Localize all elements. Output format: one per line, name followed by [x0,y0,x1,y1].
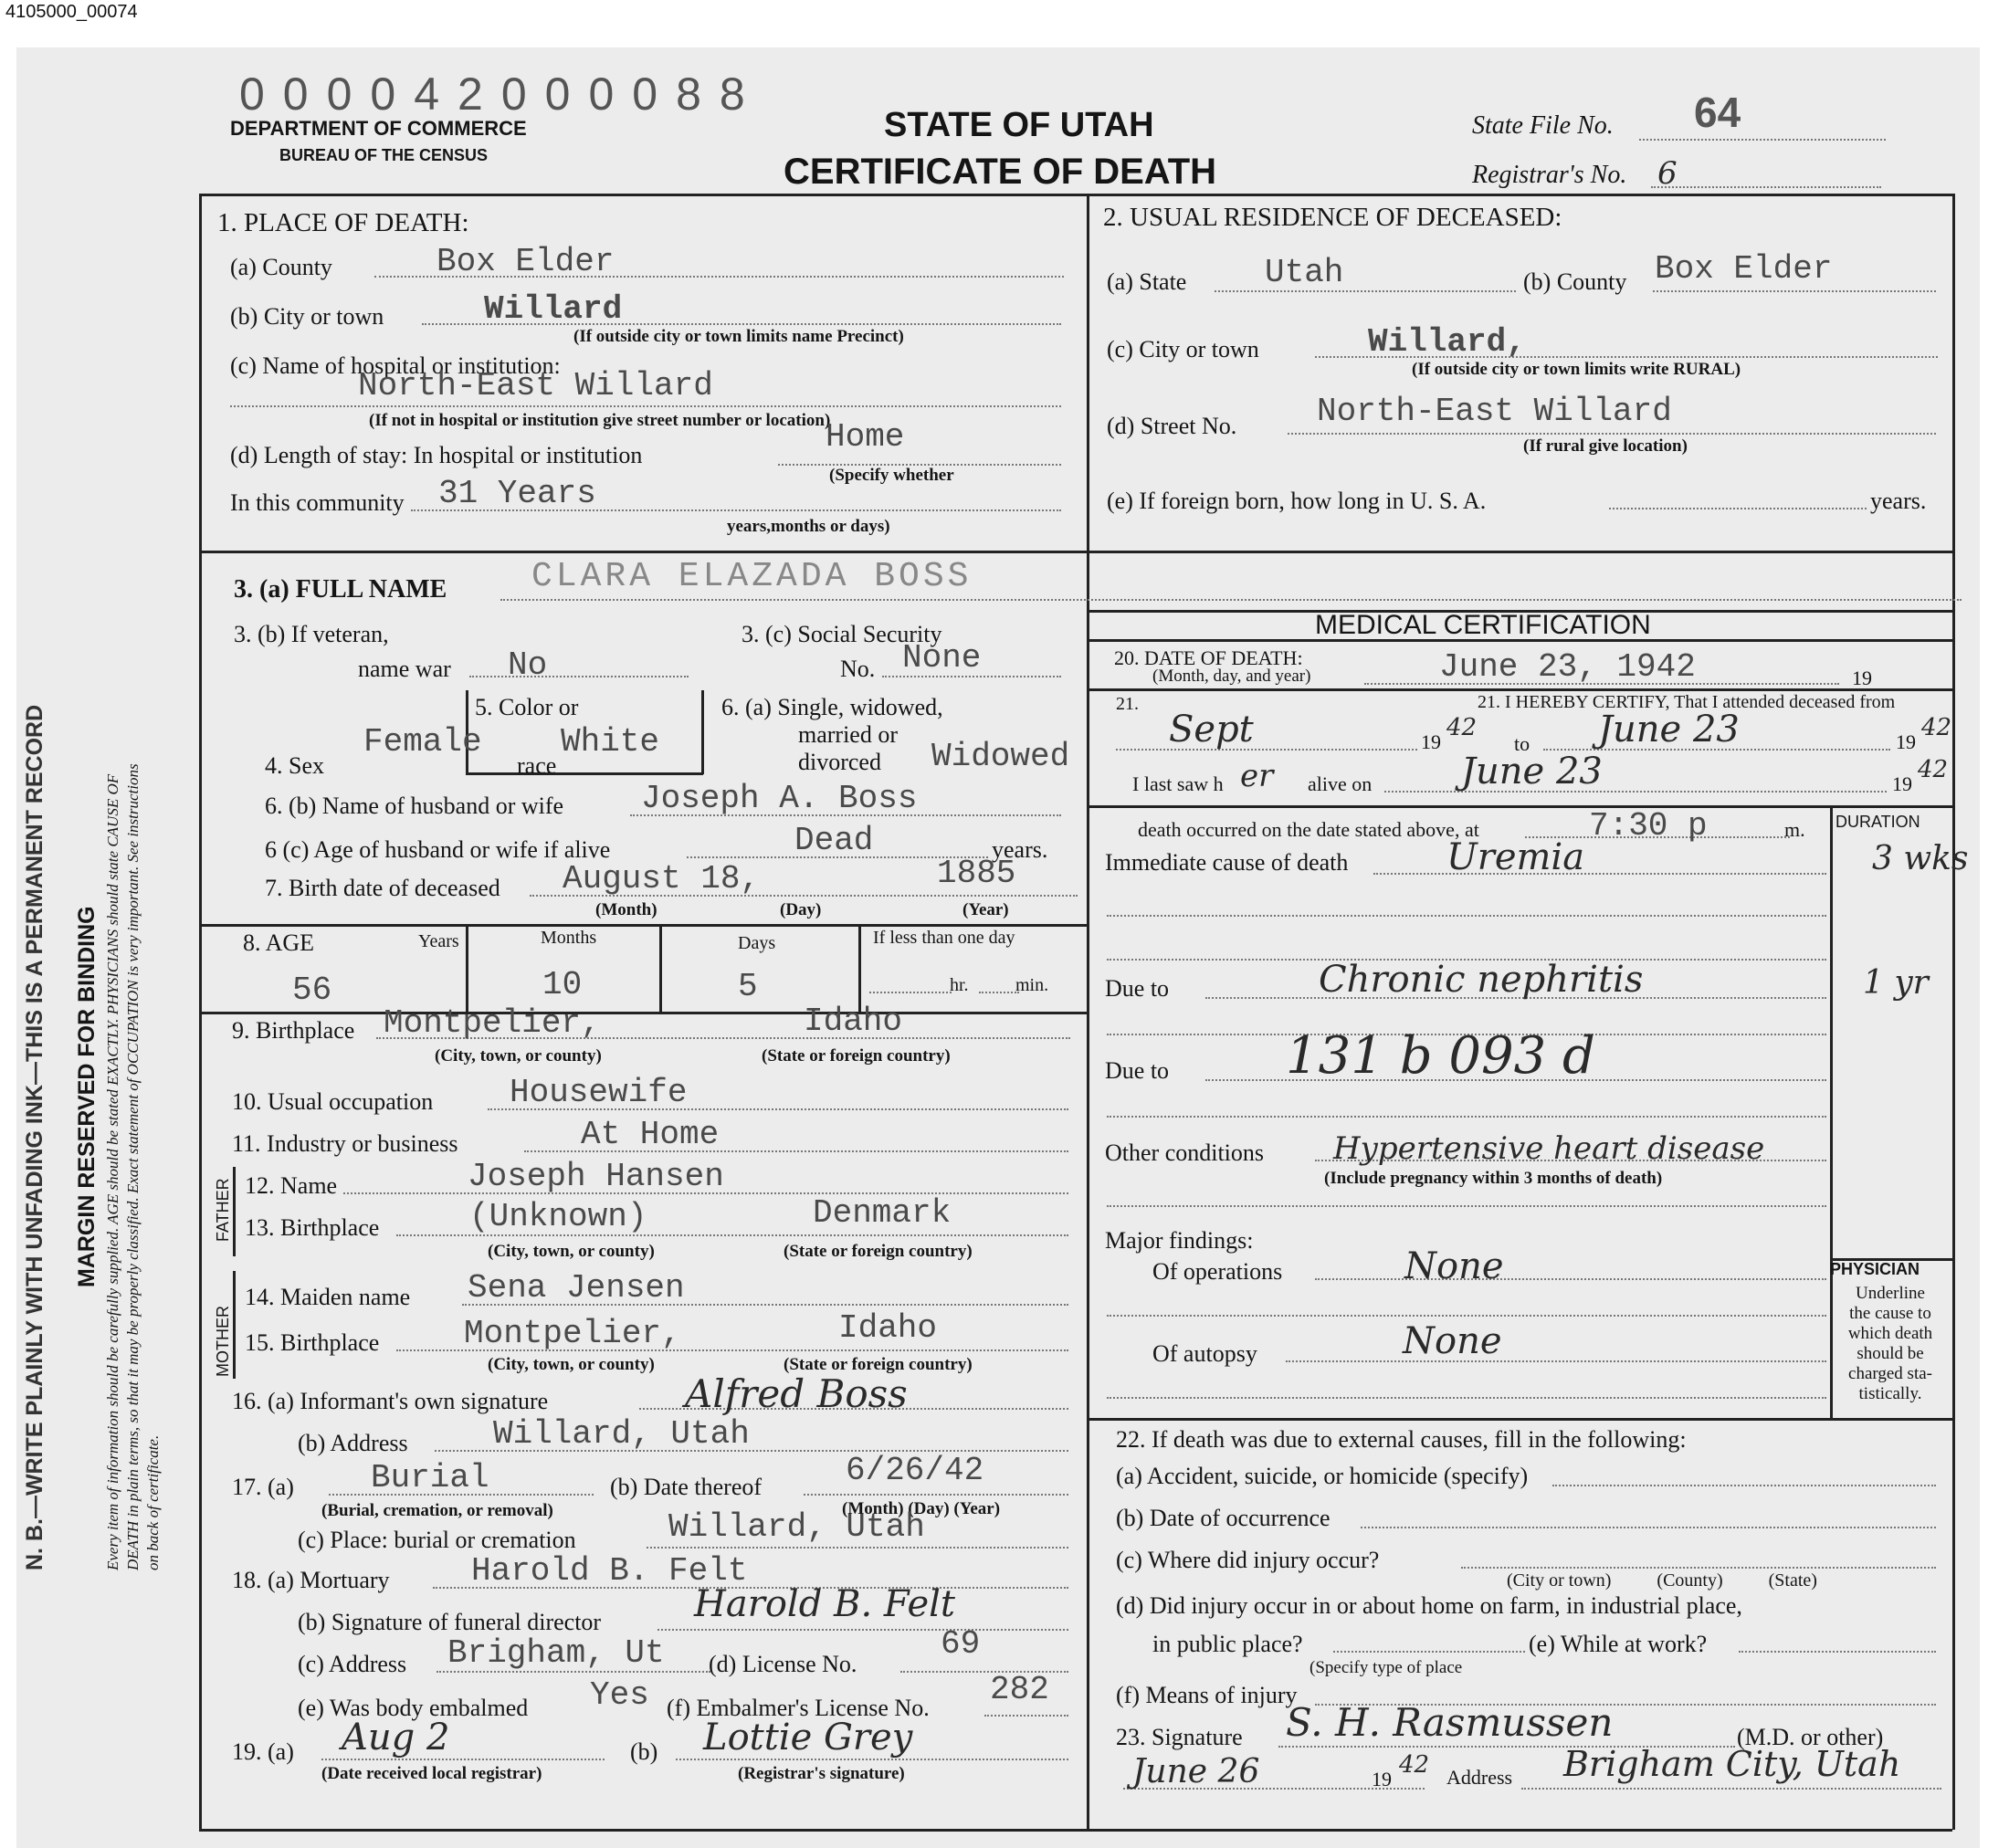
other-conditions-label: Other conditions [1105,1139,1265,1166]
attended-from-year: 42 [1446,714,1478,741]
margin-instructions [22,310,163,1570]
birthplace-state-note: (State or foreign country) [762,1046,951,1066]
age-hr-label: hr. [950,975,969,995]
other-conditions: Hypertensive heart disease [1333,1130,1765,1167]
birth-year-label: (Year) [962,900,1009,919]
margin-line-2: MARGIN RESERVED FOR BINDING [74,906,100,1287]
embalmer-license: 282 [990,1671,1049,1708]
mother-name-label: 14. Maiden name [245,1284,411,1310]
sex-label: 4. Sex [265,752,324,779]
occupation-label: 10. Usual occupation [232,1088,434,1115]
father-city-note: (City, town, or county) [488,1242,655,1261]
res-city: Willard, [1368,323,1526,361]
attended-to-year: 42 [1921,714,1952,741]
burial-label: 17. (a) [232,1474,294,1500]
registrar-sig-note: (Registrar's signature) [738,1764,905,1783]
death-city-label: (b) City or town [230,303,384,330]
state-file-label: State File No. [1472,111,1614,140]
ss-label-1: 3. (c) Social Security [742,621,942,647]
funeral-director-sig-label: (b) Signature of funeral director [298,1609,602,1635]
due-to-1: Chronic nephritis [1319,959,1644,1001]
physician-note-line: which death [1847,1324,1933,1343]
operations-label: Of operations [1152,1258,1283,1285]
hospital-note: (If not in hospital or institution give street number or location) [369,411,831,430]
last-saw-year-prefix: 19 [1892,772,1912,795]
race: White [561,723,660,761]
immediate-duration: 3 wks [1872,840,1969,877]
age-label: 8. AGE [243,929,314,956]
certify-label: 21. I HEREBY CERTIFY, That I attended deceased from [1478,692,1896,712]
community-label: In this community [230,489,405,516]
industry-label: 11. Industry or business [232,1130,458,1157]
certify-num: 21. [1116,694,1139,714]
res-state: Utah [1265,254,1344,291]
external-c-note: (City or town) (County) (State) [1507,1570,1817,1591]
due-to-2: 131 b 093 d [1286,1026,1595,1086]
physician-note-line: the cause to [1849,1304,1931,1323]
hospital-name: North-East Willard [358,367,713,404]
burial-date-note: (Month) (Day) (Year) [842,1499,1001,1518]
state-file-number: 64 [1694,89,1741,136]
death-city-note: (If outside city or town limits name Precinct) [573,327,904,346]
birth-month-day: August 18, [563,860,761,898]
death-date-label: 20. DATE OF DEATH: [1114,646,1303,669]
duration-heading: DURATION [1835,813,1920,831]
to-label: to [1514,732,1530,755]
physician-note-line: charged sta- [1848,1364,1932,1383]
res-street-note: (If rural give location) [1523,436,1688,456]
due-to-1-duration: 1 yr [1863,964,1929,1002]
color-label-1: 5. Color or [475,694,579,720]
birthplace-label: 9. Birthplace [232,1017,355,1044]
external-d-note: (Specify type of place [1310,1658,1463,1677]
external-e-label: (e) While at work? [1529,1631,1708,1657]
age-months-col: Months [541,928,597,948]
date-received-note: (Date received local registrar) [321,1764,542,1783]
last-saw-label: I last saw h [1132,772,1224,795]
external-heading: 22. If death was due to external causes, fill in the following: [1116,1426,1687,1453]
registrar-sig-label: (b) [630,1738,658,1765]
occupation: Housewife [510,1074,688,1111]
res-street-label: (d) Street No. [1107,413,1237,439]
physician-address: Brigham City, Utah [1563,1744,1901,1784]
physician-note [1830,1284,1951,1404]
autopsy: None [1403,1320,1502,1362]
signature-date: June 26 [1132,1753,1260,1790]
age-years-col: Years [418,931,459,951]
color-label-2: race [517,752,557,779]
license-label: (d) License No. [709,1651,857,1677]
immediate-cause-label: Immediate cause of death [1105,849,1349,876]
industry: At Home [581,1116,720,1153]
page-header-bar [0,0,2009,29]
mother-state-note: (State or foreign country) [784,1355,973,1374]
stay-note-2: years,months or days) [727,517,890,536]
external-d-label-1: (d) Did injury occur in or about home on farm, in industrial place, [1116,1592,1742,1619]
date-received: Aug 2 [342,1717,450,1759]
last-saw-year: 42 [1918,756,1949,783]
age-years: 56 [292,971,332,1009]
sex: Female [363,723,482,761]
marital-label-2: married or [798,721,899,748]
res-city-note: (If outside city or town limits write RURAL) [1412,360,1741,379]
embalmed-label: (e) Was body embalmed [298,1695,529,1721]
time-m-label: m. [1784,818,1805,841]
age-months: 10 [542,966,583,1003]
signature-year-prefix: 19 [1372,1768,1392,1790]
image-id: 4105000_00074 [5,2,138,22]
birthplace-city: Montpelier, [384,1004,601,1042]
burial-type-note: (Burial, cremation, or removal) [321,1501,553,1520]
ss-label-2: No. [840,656,876,682]
certificate-title: CERTIFICATE OF DEATH [784,152,1217,192]
mother-city-note: (City, town, or county) [488,1355,655,1374]
father-name: Joseph Hansen [468,1158,724,1195]
physician-note-line: should be [1856,1344,1924,1363]
immediate-cause: Uremia [1446,836,1585,878]
signature-year: 42 [1399,1751,1430,1779]
death-county-label: (a) County [230,254,332,280]
from-year-prefix: 19 [1421,730,1441,753]
age-less-day-label: If less than one day [873,928,1015,948]
autopsy-label: Of autopsy [1152,1340,1257,1367]
margin-line-4: DEATH in plain terms, so that it may be properly classified. Exact statement of OCCUPATION is very important. See instructions [124,763,142,1570]
veteran-war: No [508,646,548,684]
stay-hospital: Home [826,418,905,456]
foreign-years-label: years. [1870,488,1927,514]
age-days-col: Days [738,933,776,953]
burial-type: Burial [371,1459,489,1496]
mother-birthplace-label: 15. Birthplace [245,1329,380,1356]
father-birthplace-city: (Unknown) [469,1198,647,1235]
father-state-note: (State or foreign country) [784,1242,973,1261]
physician-address-label: Address [1446,1766,1513,1789]
birth-month-label: (Month) [595,900,657,919]
birth-day-label: (Day) [780,900,822,919]
mortuary-address: Brigham, Ut [447,1634,665,1672]
marital-status: Widowed [931,738,1070,775]
father-birthplace-label: 13. Birthplace [245,1214,380,1241]
alive-on-label: alive on [1308,772,1373,795]
to-year-prefix: 19 [1896,730,1916,753]
marital-label-1: 6. (a) Single, widowed, [721,694,943,720]
burial-place-label: (c) Place: burial or cremation [298,1527,576,1553]
margin-line-3: Every item of information should be carefully supplied. AGE should be stated EXACTLY. PHYSICIANS should state CAUSE OF [104,773,121,1570]
veteran-label-2: name war [358,656,451,682]
due-to-1-label: Due to [1105,975,1170,1002]
received-label: 19. (a) [232,1738,294,1765]
spouse-age-years: years. [992,836,1048,863]
department: DEPARTMENT OF COMMERCE [230,117,527,140]
license-number: 69 [941,1625,981,1663]
external-a-label: (a) Accident, suicide, or homicide (specify) [1116,1463,1529,1489]
spouse-age: Dead [794,822,874,859]
embalmer-license-label: (f) Embalmer's License No. [667,1695,930,1721]
operations: None [1404,1245,1504,1287]
physician-heading: PHYSICIAN [1830,1260,1920,1278]
mortuary-address-label: (c) Address [298,1651,407,1677]
death-date-suffix: 19 [1852,667,1872,689]
birthplace-state: Idaho [804,1003,903,1040]
other-conditions-note: (Include pregnancy within 3 months of death) [1324,1169,1663,1188]
physician-note-line: tistically. [1858,1384,1922,1403]
res-county: Box Elder [1655,250,1833,288]
last-saw-her: er [1240,758,1274,794]
mother-name: Sena Jensen [468,1269,685,1307]
burial-date-label: (b) Date thereof [610,1474,763,1500]
mortuary-label: 18. (a) Mortuary [232,1567,390,1593]
stay-note-1: (Specify whether [829,466,954,485]
father-name-label: 12. Name [245,1172,338,1199]
time-of-death: 7:30 p [1589,807,1708,845]
burial-place: Willard, Utah [668,1508,925,1546]
registrar-number: 6 [1657,155,1678,192]
mother-label: MOTHER [214,1306,232,1377]
father-birthplace-country: Denmark [813,1194,952,1232]
spouse-age-label: 6 (c) Age of husband or wife if alive [265,836,611,863]
spouse-label: 6. (b) Name of husband or wife [265,793,564,819]
mother-birthplace-state: Idaho [838,1309,938,1347]
serial-number: 000042000088 [239,68,763,120]
marital-label-3: divorced [798,749,881,775]
informant-signature: Alfred Boss [685,1371,908,1416]
embalmed: Yes [590,1676,649,1714]
birth-year: 1885 [937,855,1016,892]
place-of-death-heading: 1. PLACE OF DEATH: [217,208,469,237]
margin-line-1: N. B.—WRITE PLAINLY WITH UNFADING INK—THIS IS A PERMANENT RECORD [22,704,47,1570]
occurred-label: death occurred on the date stated above, at [1138,818,1479,841]
burial-date: 6/26/42 [846,1452,984,1489]
physician-sig-label: 23. Signature [1116,1724,1243,1750]
registrar-signature: Lottie Grey [703,1717,913,1759]
age-min-label: min. [1015,975,1049,995]
death-city: Willard [484,290,623,328]
last-saw-date: June 23 [1461,751,1603,793]
external-b-label: (b) Date of occurrence [1116,1505,1331,1531]
birth-date-label: 7. Birth date of deceased [265,875,500,901]
bureau: BUREAU OF THE CENSUS [279,146,489,164]
death-date: June 23, 1942 [1439,648,1696,686]
hospital-label: (c) Name of hospital or institution: [230,352,561,379]
major-findings-label: Major findings: [1105,1227,1254,1254]
state-title: STATE OF UTAH [884,106,1154,144]
death-county: Box Elder [437,243,615,280]
res-county-label: (b) County [1523,268,1627,295]
res-city-label: (c) City or town [1107,336,1259,362]
spouse-name: Joseph A. Boss [641,780,918,817]
full-name-label: 3. (a) FULL NAME [234,575,447,604]
mortuary: Harold B. Felt [471,1552,748,1590]
veteran-label-1: 3. (b) If veteran, [234,621,389,647]
death-date-sub: (Month, day, and year) [1152,667,1311,686]
res-state-label: (a) State [1107,268,1187,295]
age-days: 5 [738,968,758,1005]
residence-heading: 2. USUAL RESIDENCE OF DECEASED: [1103,203,1562,232]
external-d-label-2: in public place? [1152,1631,1303,1657]
informant-address-label: (b) Address [298,1430,408,1456]
informant-address: Willard, Utah [493,1415,750,1453]
full-name: CLARA ELAZADA BOSS [531,557,973,596]
social-security-no: None [902,639,982,677]
physician-note-line: Underline [1856,1284,1925,1303]
res-street: North-East Willard [1317,393,1672,430]
external-c-label: (c) Where did injury occur? [1116,1547,1380,1573]
father-label: FATHER [214,1178,232,1242]
attended-to: June 23 [1598,709,1740,751]
physician-signature: S. H. Rasmussen [1286,1700,1614,1745]
margin-line-5: on back of certificate. [144,1434,162,1570]
community-stay: 31 Years [438,475,596,512]
md-label: (M.D. or other) [1737,1724,1884,1750]
external-f-label: (f) Means of injury [1116,1682,1298,1708]
informant-signature-label: 16. (a) Informant's own signature [232,1388,549,1414]
foreign-born-label: (e) If foreign born, how long in U. S. A. [1107,488,1487,514]
birthplace-city-note: (City, town, or county) [435,1046,602,1066]
registrar-number-label: Registrar's No. [1472,161,1627,189]
mother-birthplace-city: Montpelier, [464,1315,681,1352]
stay-label: (d) Length of stay: In hospital or institution [230,442,643,468]
medical-heading: MEDICAL CERTIFICATION [1315,610,1651,640]
due-to-2-label: Due to [1105,1057,1170,1084]
attended-from: Sept [1169,709,1254,751]
funeral-director-signature: Harold B. Felt [694,1583,955,1625]
